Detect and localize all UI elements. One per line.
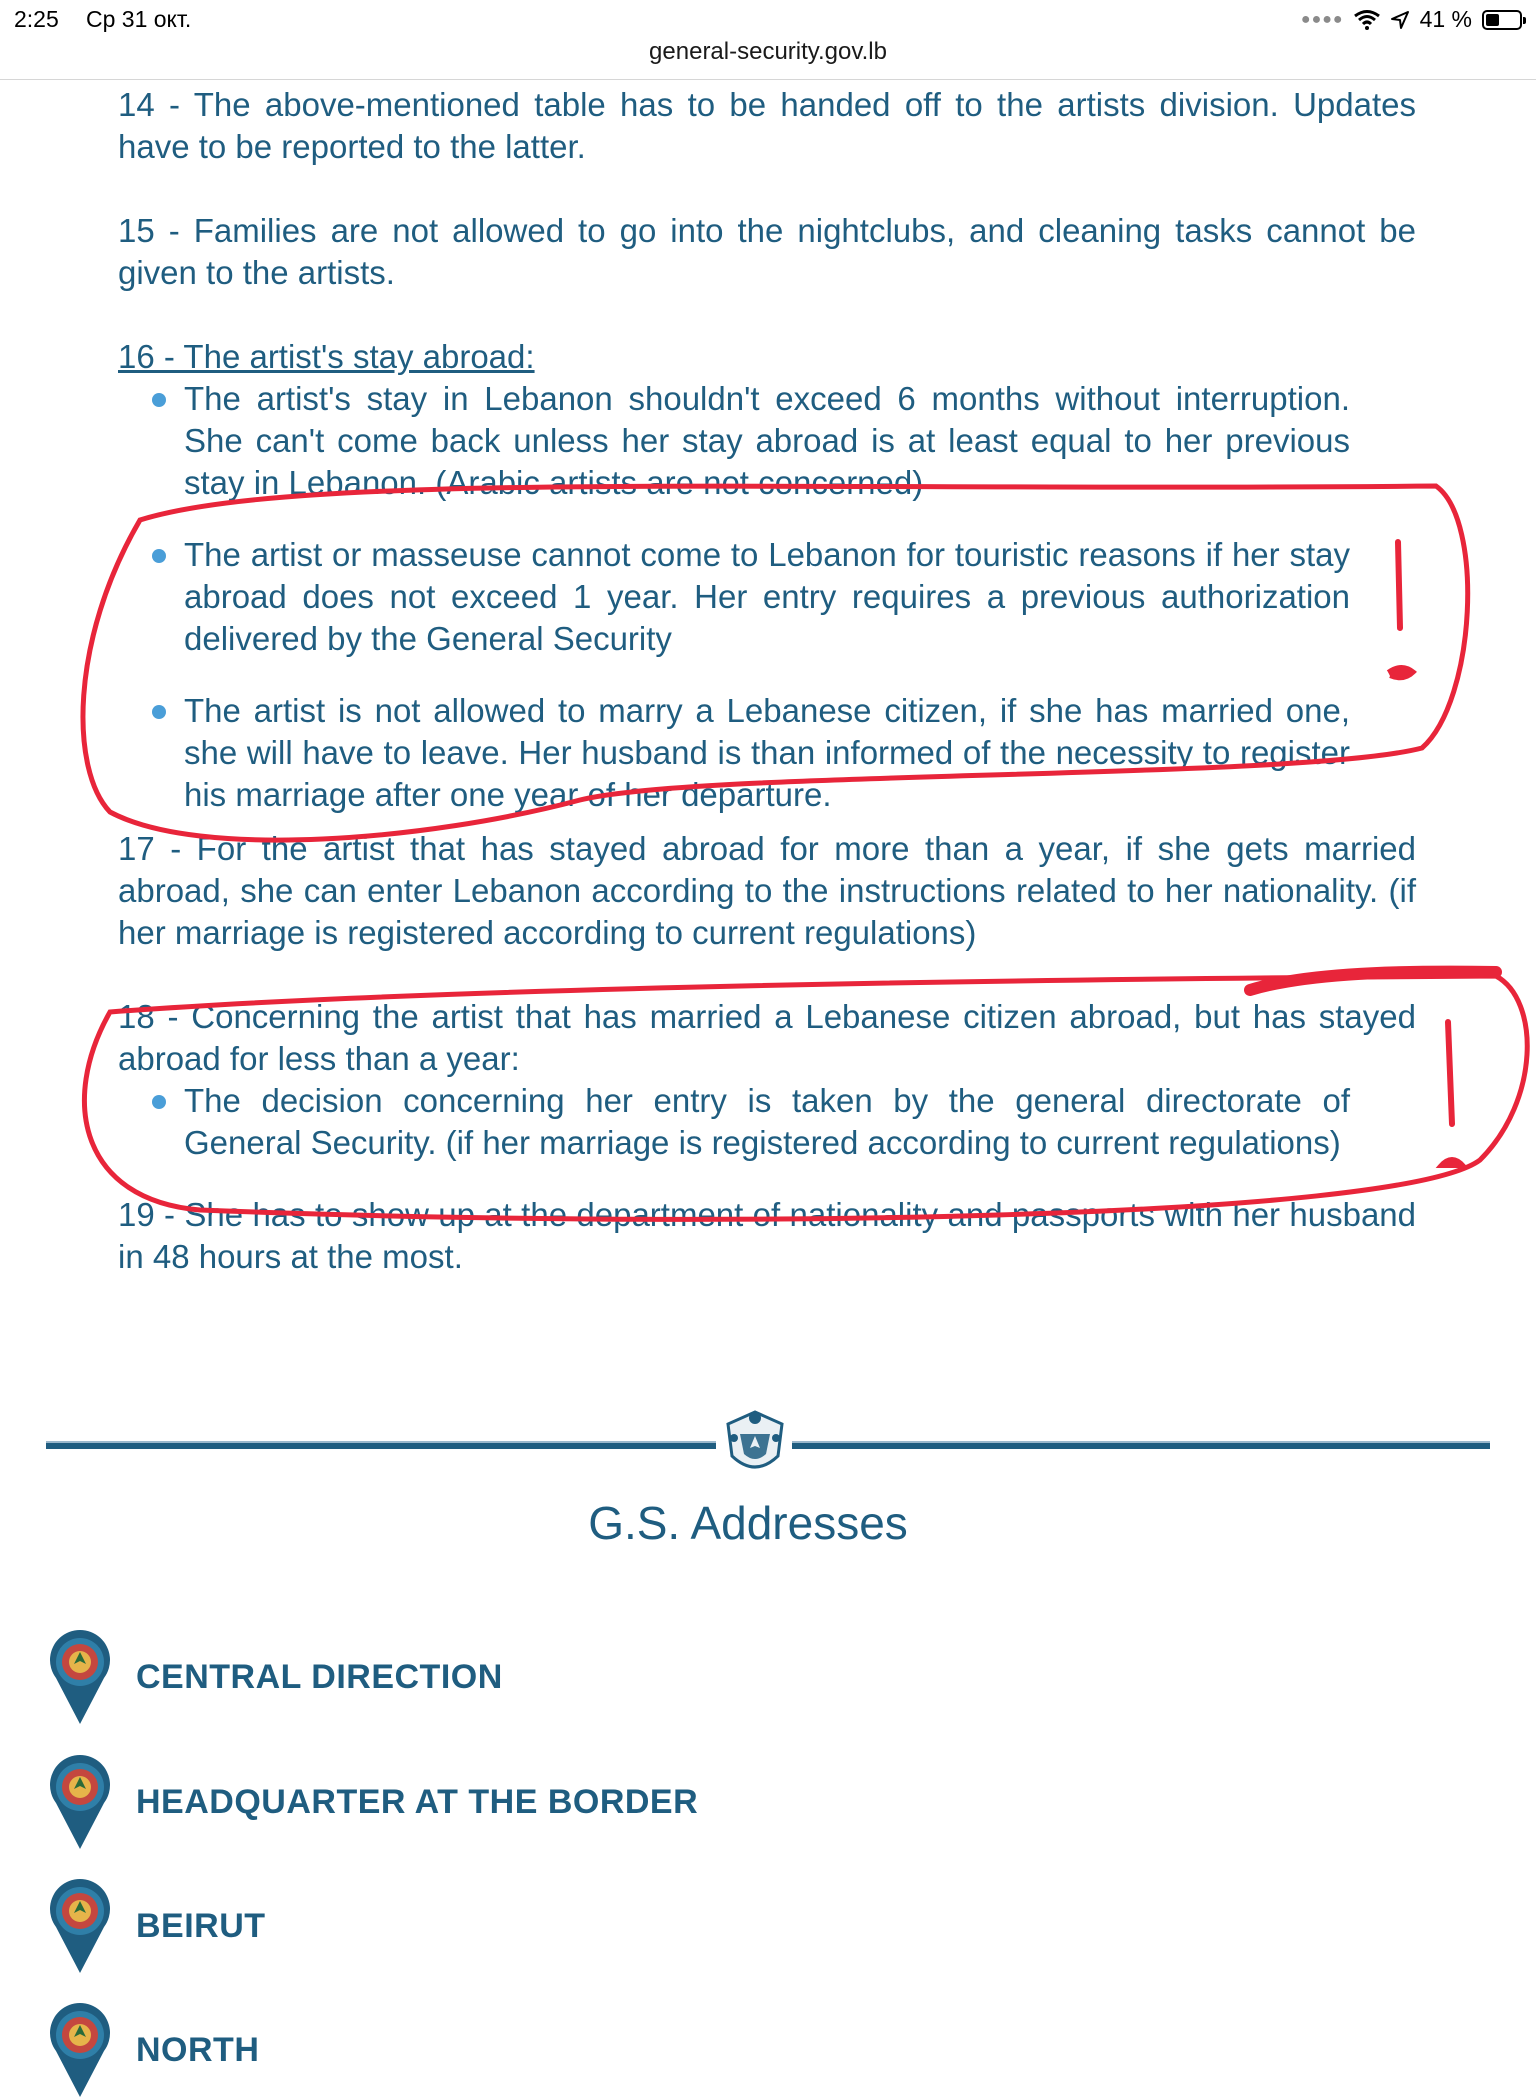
wifi-icon (1354, 10, 1380, 30)
paragraph-15: 15 - Families are not allowed to go into the nightclubs, and cleaning tasks cannot be given to the artists. (118, 212, 1416, 291)
address-label: HEADQUARTER AT THE BORDER (136, 1783, 699, 1821)
signal-dots-icon: ●●●● (1300, 10, 1344, 28)
battery-percent: 41 % (1419, 6, 1472, 32)
paragraph-16-heading (118, 336, 1416, 378)
list-18 (118, 1080, 1416, 1164)
address-item-headquarter-border[interactable] (48, 1755, 948, 1855)
status-time: 2:25 (14, 6, 59, 32)
address-label: CENTRAL DIRECTION (136, 1658, 503, 1696)
battery-fill (1486, 14, 1499, 26)
location-pin-icon (48, 1630, 112, 1726)
list-item (184, 690, 1350, 816)
address-item-central-direction[interactable] (48, 1630, 948, 1730)
section-divider-left (46, 1441, 716, 1449)
address-label: NORTH (136, 2031, 260, 2069)
paragraph-17: 17 - For the artist that has stayed abroad for more than a year, if she gets married abroad, she can enter Lebanon according to the instructions related to her nationality. (if her marriage is registered according to current regulations) (118, 830, 1416, 951)
address-bar-url[interactable]: general-security.gov.lb (649, 38, 887, 65)
bullet-dot-icon (152, 393, 166, 407)
address-bar-divider (0, 79, 1536, 80)
list-item-text: The artist is not allowed to marry a Lebanese citizen, if she has married one, she will have to leave. Her husband is than informed of the necessity to register his marriage after one year of her departure. (184, 692, 1350, 813)
list-item (184, 378, 1350, 504)
status-bar (0, 0, 1536, 42)
list-item-text: The decision concerning her entry is taken by the general directorate of General Security. (if her marriage is registered according to current regulations) (184, 1082, 1350, 1161)
article-content (118, 84, 1416, 1278)
paragraph-18: 18 - Concerning the artist that has married a Lebanese citizen abroad, but has stayed abroad for less than a year: (118, 998, 1416, 1077)
paragraph-14: 14 - The above-mentioned table has to be handed off to the artists division. Updates have to be reported to the latter. (118, 86, 1416, 165)
section-16-heading: 16 - The artist's stay abroad: (118, 338, 535, 375)
annotation-exclamation-dot-2 (1440, 1159, 1464, 1166)
battery-icon (1482, 10, 1522, 30)
location-pin-icon (48, 1879, 112, 1975)
address-label: BEIRUT (136, 1907, 266, 1945)
section-divider-right (792, 1441, 1490, 1449)
addresses-title: G.S. Addresses (588, 1497, 908, 1549)
status-date: Ср 31 окт. (86, 6, 192, 32)
paragraph-19: 19 - She has to show up at the department of nationality and passports with her husband in 48 hours at the most. (118, 1196, 1416, 1275)
location-pin-icon (48, 2003, 112, 2099)
list-item (184, 534, 1350, 660)
location-pin-icon (48, 1755, 112, 1851)
location-arrow-icon (1390, 10, 1410, 30)
annotation-exclamation-2 (1448, 1022, 1452, 1124)
address-item-north[interactable] (48, 2003, 948, 2069)
bullet-dot-icon (152, 549, 166, 563)
list-16 (118, 378, 1416, 816)
list-item (184, 1080, 1350, 1164)
list-item-text: The artist's stay in Lebanon shouldn't exceed 6 months without interruption. She can't come back unless her stay abroad is at least equal to her previous stay in Lebanon. (Arabic artists are not concerned) (184, 380, 1350, 501)
general-security-emblem-icon (722, 1408, 788, 1480)
bullet-dot-icon (152, 1095, 166, 1109)
bullet-dot-icon (152, 705, 166, 719)
status-indicators (1301, 6, 1522, 33)
list-item-text: The artist or masseuse cannot come to Lebanon for touristic reasons if her stay abroad does not exceed 1 year. Her entry requires a previous authorization delivered by the General Security (184, 536, 1350, 657)
address-item-beirut[interactable] (48, 1879, 948, 1979)
